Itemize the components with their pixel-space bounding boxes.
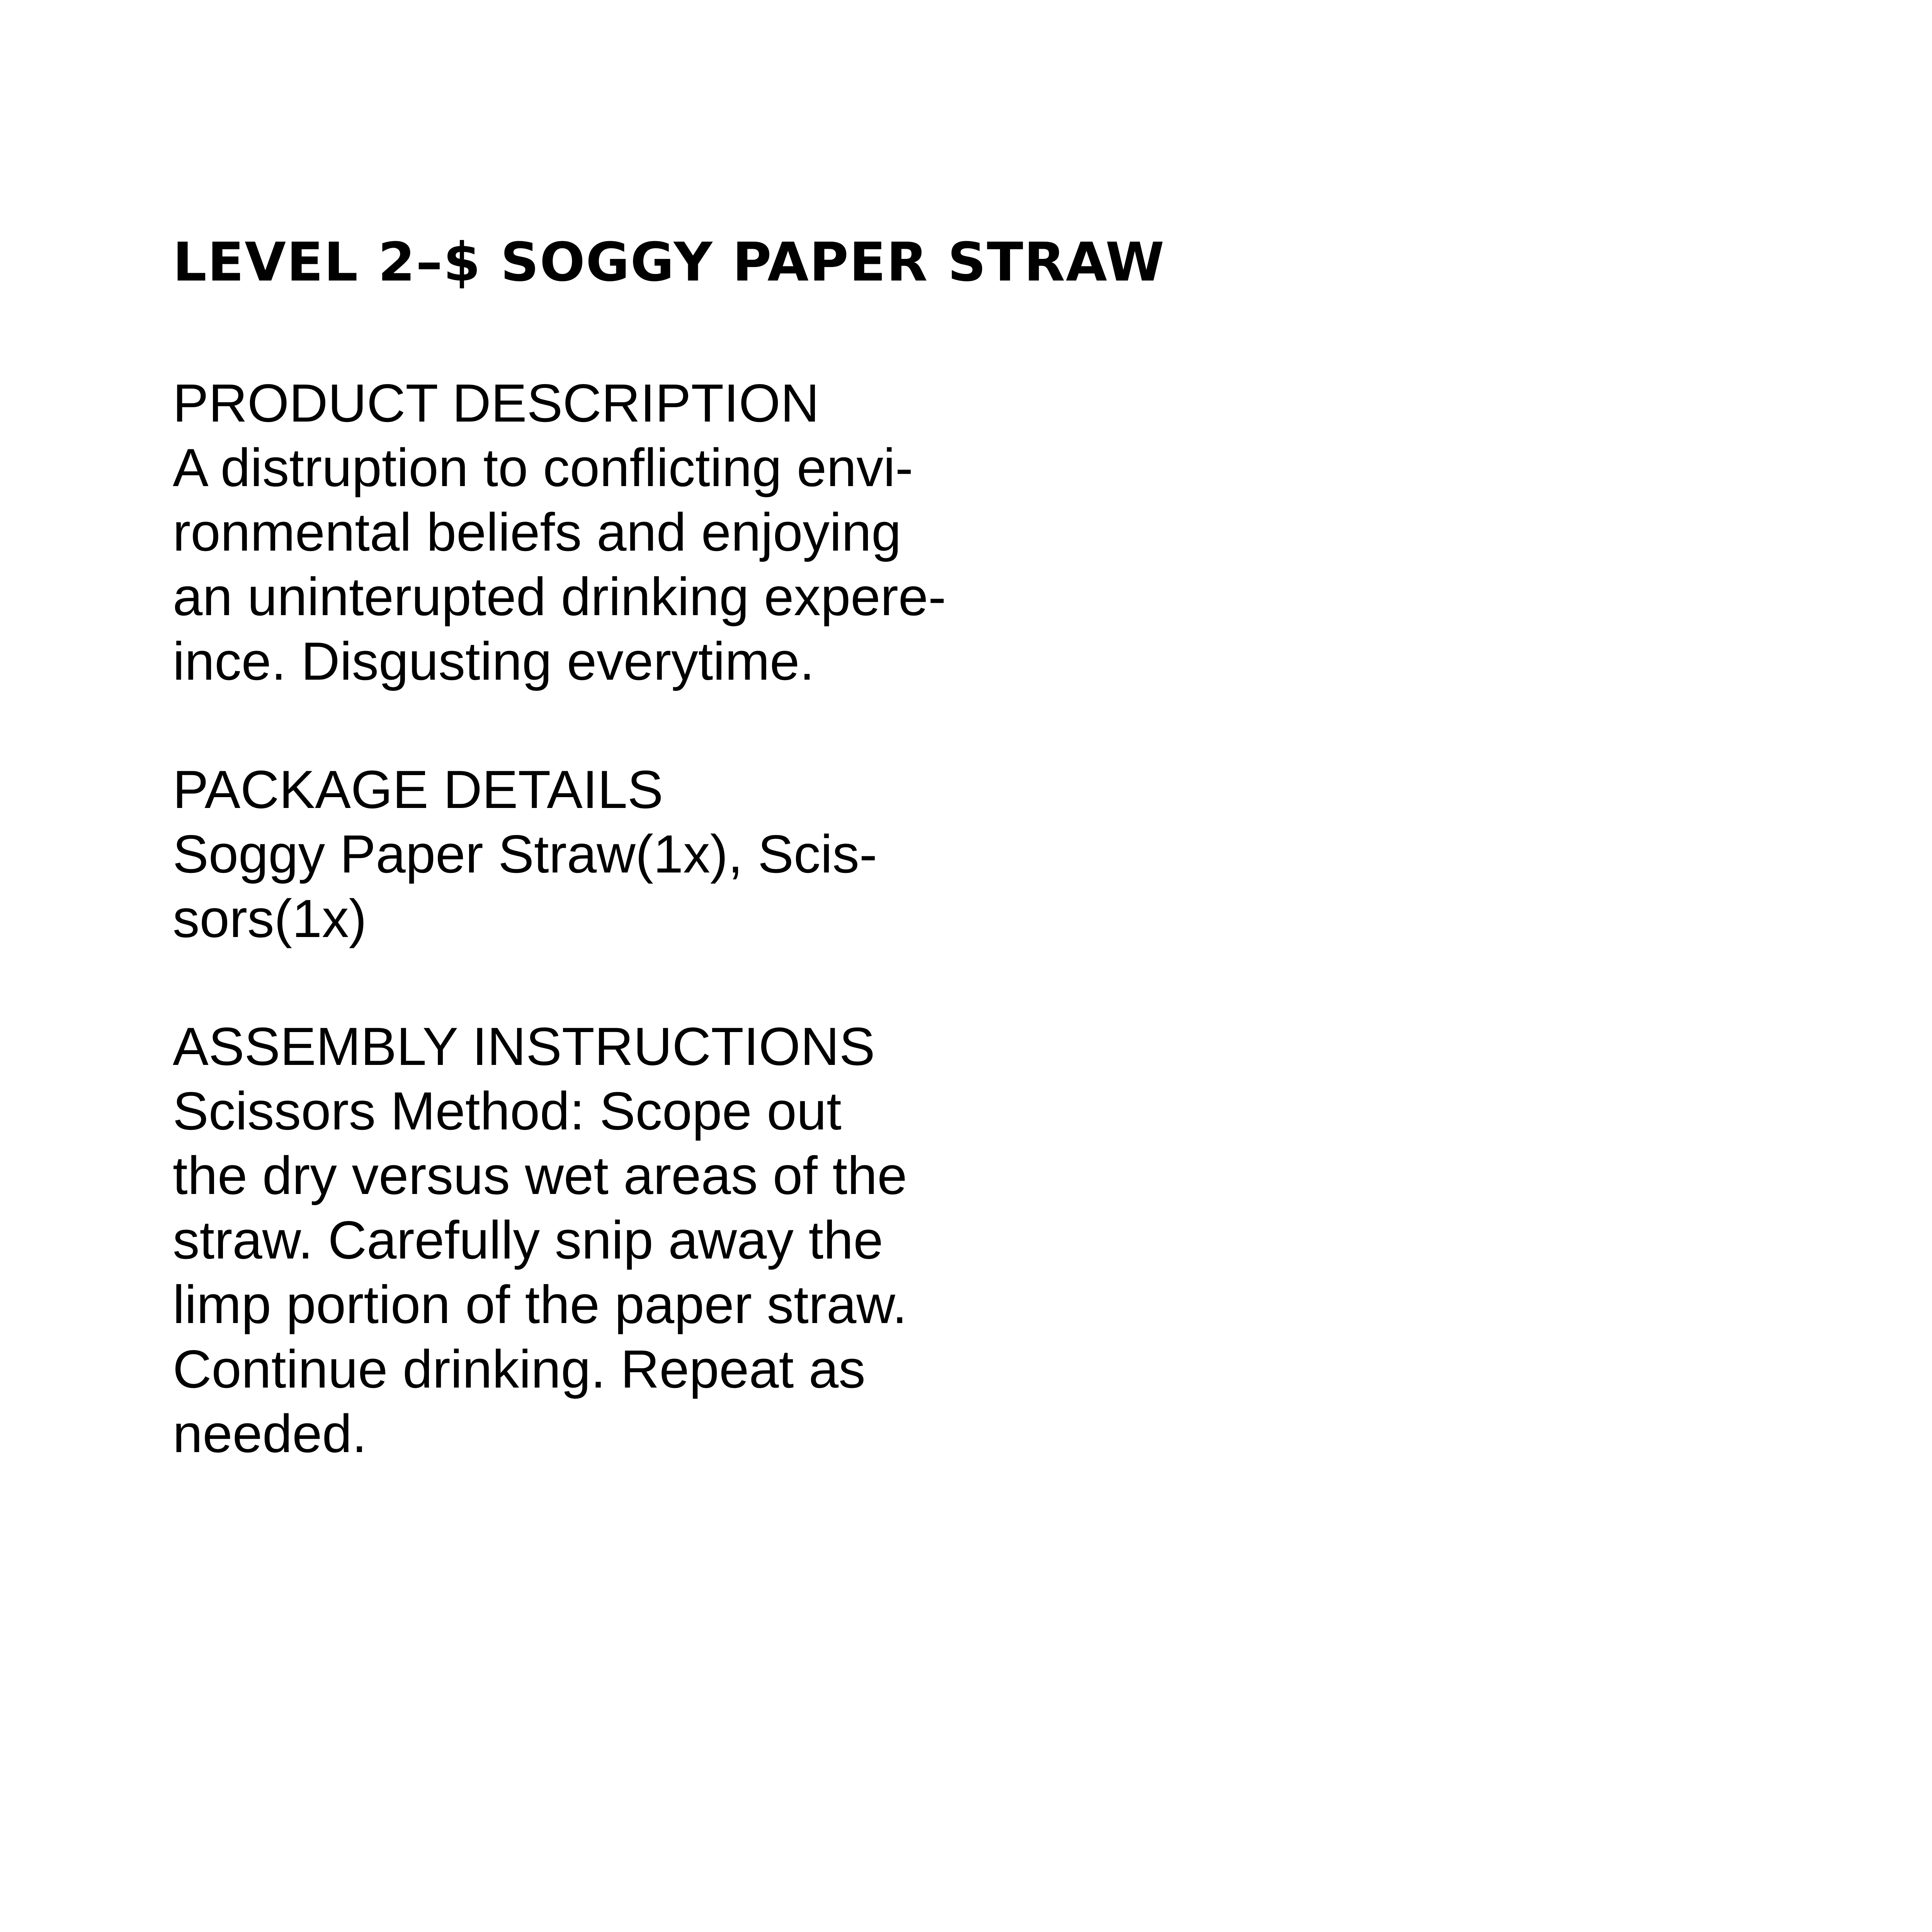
product-description-heading: PRODUCT DESCRIPTION: [173, 373, 820, 433]
assembly-instructions-heading: ASSEMBLY INSTRUCTIONS: [173, 1017, 875, 1077]
assembly-instructions-section: [173, 1014, 1023, 1466]
body-line: straw. Carefully snip away the: [173, 1210, 883, 1270]
product-description-section: [173, 371, 1023, 694]
body-line: Scissors Method: Scope out: [173, 1081, 842, 1141]
body-line: an uninterupted drinking expere-: [173, 567, 946, 627]
body-line: needed.: [173, 1404, 367, 1464]
body-line: the dry versus wet areas of the: [173, 1146, 907, 1206]
package-details-section: [173, 757, 1023, 951]
body-line: Continue drinking. Repeat as: [173, 1339, 866, 1399]
body-line: sors(1x): [173, 889, 367, 949]
body-line: ronmental beliefs and enjoying: [173, 502, 901, 562]
page-title: LEVEL 2–$ SOGGY PAPER STRAW: [173, 231, 1165, 293]
body-line: A distruption to conflicting envi-: [173, 438, 913, 498]
body-line: ince. Disgusting everytime.: [173, 631, 815, 691]
package-details-heading: PACKAGE DETAILS: [173, 760, 663, 820]
body-line: limp portion of the paper straw.: [173, 1275, 907, 1335]
body-line: Soggy Paper Straw(1x), Scis-: [173, 824, 878, 884]
